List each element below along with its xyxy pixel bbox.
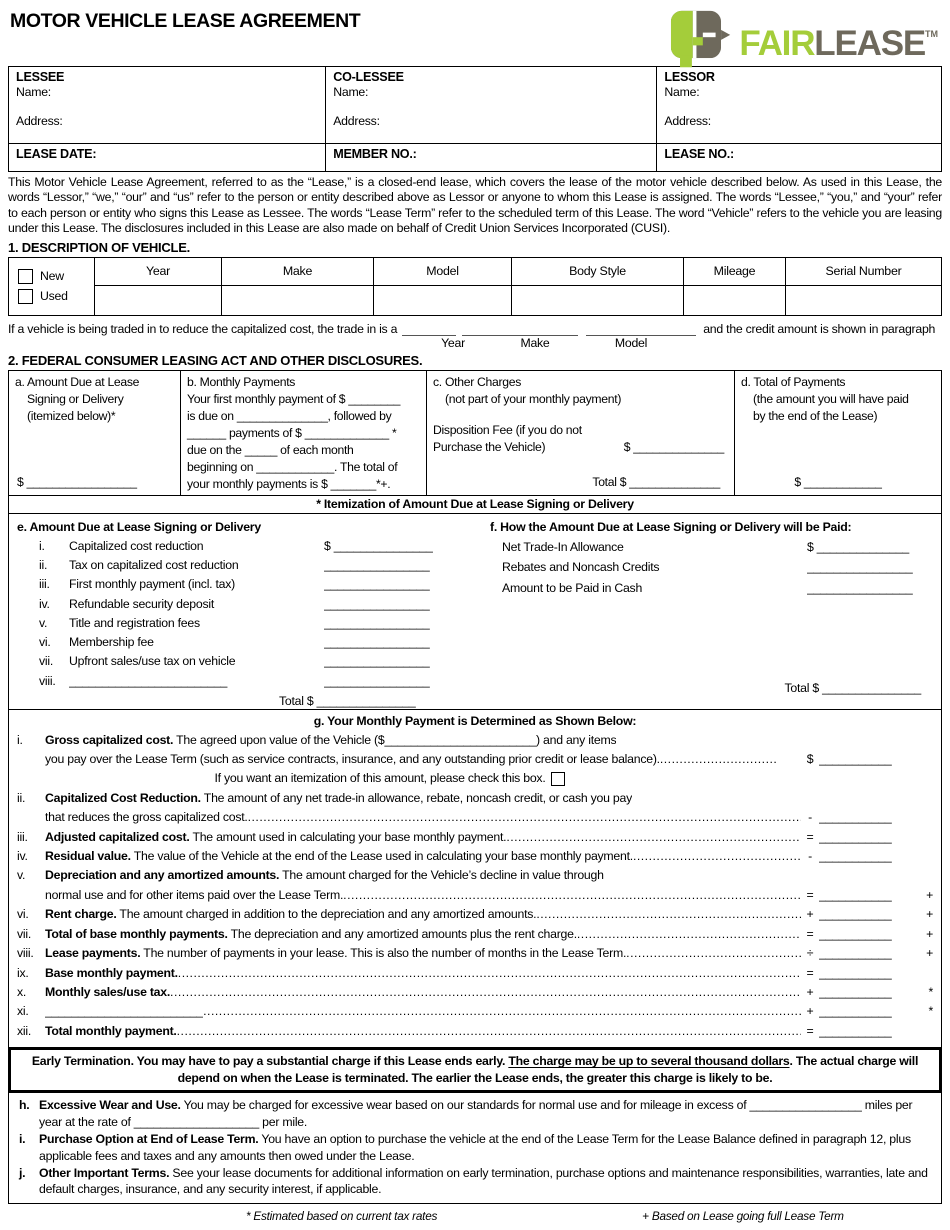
section-f — [464, 518, 941, 709]
lessor-address-label: Address: — [664, 114, 711, 128]
brand-lease: LEASE — [814, 24, 925, 63]
e-item-row: vi. Membership fee ________________ — [17, 633, 464, 652]
serial-number-field[interactable] — [786, 285, 942, 315]
g-amount-blank[interactable]: ___________ — [819, 984, 892, 999]
lessor-cell — [657, 67, 942, 144]
box-d-sub2: by the end of the Lease) — [753, 408, 878, 423]
e-item-row: vii. Upfront sales/use tax on vehicle ________________ — [17, 652, 464, 671]
early-termination-underline: The charge may be up to several thousand dollars — [508, 1054, 790, 1069]
g-row-ix: ix. Base monthly payment. ..... = ___________ — [17, 964, 933, 983]
section-i-purchase-option: i. Purchase Option at End of Lease Term. You have an option to purchase the vehicle at the end of the Lease Term for the Lease Balance defined in paragraph 12, plus applicable fees and taxes and any amounts then owed under the Lease. — [19, 1132, 911, 1163]
g-row-viii: viii. Lease payments. The number of payments in your lease. This is also the number of months in the Lease Term. ..... ÷ ___________ + — [17, 944, 933, 963]
box-a-amount-blank[interactable]: $ _________________ — [17, 475, 137, 490]
g-amount-blank[interactable]: ___________ — [819, 926, 892, 941]
dot-leader — [633, 847, 801, 866]
g-row-i-cont: you pay over the Lease Term (such as service contracts, insurance, and any outstanding prior credit or lease balance). ..... $ ___________ — [17, 750, 933, 769]
itemization-header: * Itemization of Amount Due at Lease Signing or Delivery — [8, 496, 942, 514]
tradein-model-blank[interactable] — [586, 322, 696, 336]
box-a-line2: Signing or Delivery — [27, 391, 124, 406]
e-item-row: ii. Tax on capitalized cost reduction ________________ — [17, 556, 464, 575]
e-amount-blank[interactable]: ________________ — [324, 673, 430, 688]
e-item-row: iii. First monthly payment (incl. tax) ________________ — [17, 575, 464, 594]
box-b-line4: due on the _____ of each month — [187, 443, 354, 457]
box-b-line2: is due on ______________, followed by — [187, 408, 392, 423]
f-amount-blank[interactable]: $ ______________ — [807, 539, 910, 554]
g-amount-blank[interactable]: ___________ — [819, 752, 892, 767]
tradein-sentence — [8, 322, 942, 336]
footnotes — [8, 1209, 942, 1223]
dot-leader — [248, 808, 801, 827]
g-row-iv: iv. Residual value. The value of the Vehicle at the end of the Lease used in calculating your base monthly payment. ..... - ___________ — [17, 847, 933, 866]
e-amount-blank[interactable]: ________________ — [324, 635, 430, 650]
box-c-dispo-amount-blank[interactable]: $ ______________ — [623, 439, 724, 454]
g-amount-blank[interactable]: ___________ — [819, 946, 892, 961]
box-b-line5: beginning on ____________. The total of — [187, 460, 398, 475]
new-checkbox[interactable] — [18, 269, 33, 284]
box-b-title: b. Monthly Payments — [187, 374, 296, 389]
section-e — [9, 518, 464, 709]
section-g-heading: g. Your Monthly Payment is Determined as Shown Below: — [313, 713, 637, 728]
condition-cell — [9, 257, 95, 315]
e-other-blank[interactable]: ________________________ — [69, 673, 228, 688]
f-total-blank[interactable]: Total $ _______________ — [784, 680, 921, 695]
footnote-tax-estimate: * Estimated based on current tax rates — [246, 1208, 438, 1223]
box-a-line1: a. Amount Due at Lease — [15, 374, 140, 389]
g-amount-blank[interactable]: ___________ — [819, 1004, 892, 1019]
g-amount-blank[interactable]: ___________ — [819, 887, 892, 902]
tradein-year-label: Year — [441, 335, 465, 350]
co-lessee-header: CO-LESSEE — [333, 70, 404, 84]
lease-date-cell: LEASE DATE: — [9, 144, 326, 172]
col-model: Model — [374, 257, 512, 285]
g-amount-blank[interactable]: ___________ — [819, 1023, 892, 1038]
e-item-row: i. Capitalized cost reduction $ _______________ — [17, 537, 464, 556]
g-itemization-note: If you want an itemization of this amount, please check this box. — [17, 769, 933, 788]
co-lessee-cell — [326, 67, 657, 144]
model-field[interactable] — [374, 285, 512, 315]
dot-leader — [626, 944, 801, 963]
g-row-v-cont: normal use and for other items paid over the Lease Term. ..... = ___________ + — [17, 886, 933, 905]
tradein-make-label: Make — [520, 335, 550, 350]
tradein-model-label: Model — [614, 335, 648, 350]
f-item-row: Amount to be Paid in Cash ________________ — [490, 578, 931, 599]
brand-fair: FAIR — [739, 24, 815, 63]
e-item-row: iv. Refundable security deposit ________________ — [17, 595, 464, 614]
co-lessee-name-label: Name: — [333, 85, 369, 99]
dot-leader — [536, 905, 801, 924]
col-year: Year — [95, 257, 222, 285]
lessor-name-label: Name: — [664, 85, 700, 99]
g-row-xi: xi. ________________________ ..... + ___________ * — [17, 1002, 933, 1021]
section2-heading: 2. FEDERAL CONSUMER LEASING ACT AND OTHER DISCLOSURES. — [8, 352, 423, 368]
itemization-body — [8, 514, 942, 710]
e-item-row: viii. ________________________ ________________ — [17, 672, 464, 691]
page-title: MOTOR VEHICLE LEASE AGREEMENT — [10, 10, 361, 32]
body-style-field[interactable] — [512, 285, 684, 315]
g-row-ii: ii. Capitalized Cost Reduction. The amount of any net trade-in allowance, rebate, noncash credit, or cash you pay — [17, 790, 632, 805]
tradein-text-after: and the credit amount is shown in paragraph — [703, 321, 936, 336]
tradein-blank-labels — [8, 337, 942, 350]
section-j-other-terms: j. Other Important Terms. See your lease documents for additional information on early termination, purchase options and maintenance responsibilities, warranties, late and default charges, insurance, and any security interest, if applicable. — [19, 1165, 928, 1197]
box-a-line3: (itemized below)* — [27, 408, 116, 423]
box-b-line6: your monthly payments is $ _______*+. — [187, 477, 391, 492]
box-d-sub1: (the amount you will have paid — [753, 391, 909, 406]
mileage-field[interactable] — [684, 285, 786, 315]
g-row-ii-cont: that reduces the gross capitalized cost. ..... - ___________ — [17, 808, 933, 827]
box-c-title: c. Other Charges — [433, 374, 521, 389]
e-amount-blank[interactable]: ________________ — [324, 557, 430, 572]
col-body-style: Body Style — [512, 257, 684, 285]
used-label: Used — [40, 289, 68, 304]
col-mileage: Mileage — [684, 257, 786, 285]
e-amount-blank[interactable]: ________________ — [324, 596, 430, 611]
g-row-iii: iii. Adjusted capitalized cost. The amount used in calculating your base monthly payment. ..... = ___________ — [17, 828, 933, 847]
g-row-x: x. Monthly sales/use tax. ..... + ___________ * — [17, 983, 933, 1002]
box-d-title: d. Total of Payments — [741, 374, 846, 389]
col-serial-number: Serial Number — [786, 257, 942, 285]
tradein-text-before: If a vehicle is being traded in to reduce the capitalized cost, the trade in is a — [8, 321, 398, 336]
box-c-subtitle: (not part of your monthly payment) — [445, 391, 622, 406]
box-b-line3: ______ payments of $ _____________ * — [187, 425, 397, 440]
lease-no-cell: LEASE NO.: — [657, 144, 942, 172]
box-c-other-charges — [427, 371, 735, 497]
g-row-i: i. Gross capitalized cost. The agreed upon value of the Vehicle ($_______________________) and any items — [17, 732, 617, 747]
section-g — [8, 710, 942, 1049]
col-make: Make — [222, 257, 374, 285]
e-amount-blank[interactable]: $ _______________ — [324, 538, 433, 553]
g-amount-blank[interactable]: ___________ — [819, 829, 892, 844]
e-total-blank[interactable]: Total $ _______________ — [279, 694, 416, 708]
f-amount-blank[interactable]: ________________ — [807, 580, 913, 595]
box-b-line1: Your first monthly payment of $ ________ — [187, 391, 401, 406]
itemization-checkbox[interactable] — [551, 772, 565, 786]
box-a-amount-due — [9, 371, 181, 497]
footnote-full-term: + Based on Lease going full Lease Term — [642, 1208, 844, 1223]
lessor-header: LESSOR — [664, 70, 715, 84]
box-d-total-of-payments — [735, 371, 941, 497]
e-amount-blank[interactable]: ________________ — [324, 577, 430, 592]
g-row-v: v. Depreciation and any amortized amounts. The amount charged for the Vehicle’s decline in value through — [17, 868, 604, 883]
make-field[interactable] — [222, 285, 374, 315]
top-bar — [8, 6, 942, 64]
box-c-total-blank[interactable]: Total $ ______________ — [592, 475, 720, 490]
dot-leader — [577, 925, 801, 944]
g-row-vii: vii. Total of base monthly payments. The depreciation and any amortized amounts plus the rent charge. ..... = ___________ + — [17, 925, 933, 944]
g-amount-blank[interactable]: ___________ — [819, 810, 892, 825]
dot-leader — [178, 964, 801, 983]
fairlease-logo-text — [739, 6, 938, 72]
co-lessee-address-label: Address: — [333, 114, 380, 128]
intro-paragraph: This Motor Vehicle Lease Agreement, referred to as the “Lease,” is a closed-end lease, which covers the lease of the motor vehicle described below. As used in this Lease, the words “Lessor,” “we,” “our” and “us” refer to the person or entity described above as Lessor or anyone to whom this Lease is assigned. The words “Lessee,” “you,” and “your” refer to each person or entity who signs this Lease as Lessee. The words “Lease Term” refer to the scheduled term of this Lease. The word “Vehicle” refers to the vehicle you are leasing under this Lease. The disclosures included in this Lease are also made on behalf of Credit Union Services Incorporated (CUSI). — [8, 175, 942, 236]
early-termination-notice: Early Termination. You may have to pay a substantial charge if this Lease ends early. The charge may be up to several thousand dollars. The actual charge will depend on when the Lease is terminated. The earlier the Lease ends, the greater this charge is likely to be. — [8, 1047, 942, 1093]
used-checkbox[interactable] — [18, 289, 33, 304]
e-item-row: v. Title and registration fees ________________ — [17, 614, 464, 633]
box-c-dispo-line1: Disposition Fee (if you do not — [433, 422, 582, 437]
g-row-vi: vi. Rent charge. The amount charged in addition to the depreciation and any amortized amounts. ..... + ___________ + — [17, 905, 933, 924]
f-item-row: Net Trade-In Allowance $ ______________ — [490, 537, 931, 558]
new-checkbox-row — [18, 269, 93, 284]
section-h-excessive-wear: h. Excessive Wear and Use. You may be charged for excessive wear based on our standards for normal use and for mileage in excess of _________________ miles per year at the rate of ___________________ per mile. — [19, 1098, 913, 1129]
dot-leader — [203, 1002, 801, 1021]
member-no-cell: MEMBER NO.: — [326, 144, 657, 172]
year-field[interactable] — [95, 285, 222, 315]
parties-table — [8, 66, 942, 172]
g-amount-blank[interactable]: ___________ — [819, 965, 892, 980]
lessee-name-label: Name: — [16, 85, 51, 99]
sections-h-i-j — [8, 1093, 942, 1203]
box-b-monthly-payments — [181, 371, 427, 497]
dot-leader — [170, 983, 801, 1002]
dot-leader — [506, 828, 801, 847]
lessee-header: LESSEE — [16, 70, 65, 84]
box-c-dispo-label: Purchase the Vehicle) — [433, 439, 546, 454]
new-label: New — [40, 269, 64, 284]
g-other-blank[interactable]: ________________________ — [45, 1004, 204, 1019]
f-item-row: Rebates and Noncash Credits ________________ — [490, 557, 931, 578]
dot-leader — [177, 1022, 801, 1041]
fairlease-logo — [670, 6, 938, 72]
tradein-year-blank[interactable] — [402, 322, 456, 336]
fairlease-logo-icon — [670, 9, 732, 69]
section-f-title: f. How the Amount Due at Lease Signing or Delivery will be Paid: — [490, 519, 852, 534]
vehicle-table — [8, 257, 942, 316]
e-amount-blank[interactable]: ________________ — [324, 615, 430, 630]
lessee-address-label: Address: — [16, 114, 63, 128]
dot-leader — [660, 750, 778, 769]
box-c-dispo-line2 — [433, 439, 728, 456]
lessee-cell — [9, 67, 326, 144]
box-d-amount-blank[interactable]: $ ____________ — [794, 475, 882, 490]
g-amount-blank[interactable]: ___________ — [819, 907, 892, 922]
dot-leader — [343, 886, 801, 905]
f-amount-blank[interactable]: ________________ — [807, 560, 913, 575]
trademark-symbol: TM — [925, 29, 938, 39]
g-amount-blank[interactable]: ___________ — [819, 849, 892, 864]
e-amount-blank[interactable]: ________________ — [324, 654, 430, 669]
used-checkbox-row — [18, 289, 93, 304]
section-e-title: e. Amount Due at Lease Signing or Delivery — [17, 519, 261, 534]
section1-heading: 1. DESCRIPTION OF VEHICLE. — [8, 239, 191, 255]
disclosure-boxes — [8, 370, 942, 496]
g-row-xii: xii. Total monthly payment. ..... = ___________ — [17, 1022, 933, 1041]
tradein-make-blank[interactable] — [462, 322, 578, 336]
